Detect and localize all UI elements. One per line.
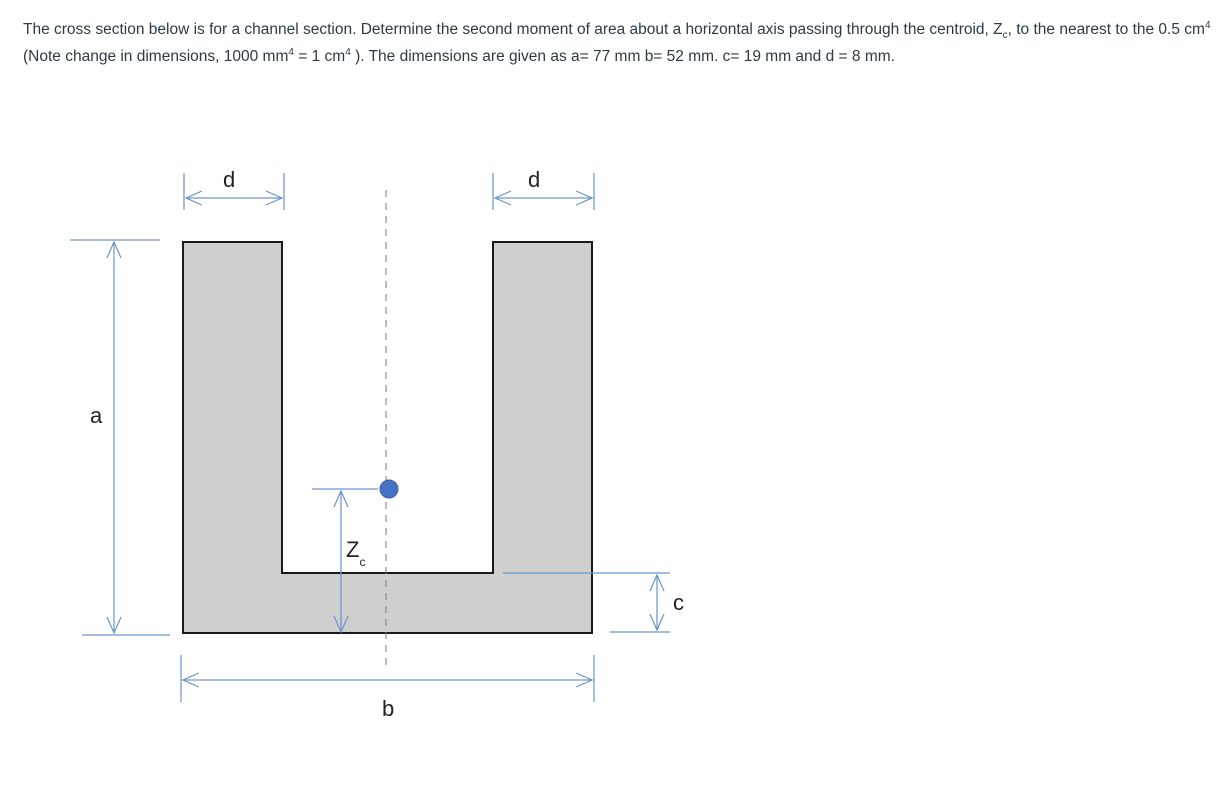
label-c: c	[673, 590, 684, 615]
question-text: The cross section below is for a channel section. Determine the second moment of area about a horizontal axis passing through the centroid, $Z_c$, to the nearest to the 0.5 $cm^4$ (Note change in dimensions, 1000 $mm^4 = 1$ $cm^4$ ). The dimensions are given as a= 77 mm b= 52 mm. c= 19 mm and d = 8 mm.	[23, 19, 1211, 65]
centroid-dot	[380, 480, 398, 498]
channel-cross-section	[183, 242, 592, 633]
dimension-a	[70, 240, 170, 635]
label-b: b	[382, 696, 395, 721]
label-zc: $Z_c$	[346, 537, 366, 569]
dimension-b	[181, 655, 594, 702]
label-d-left: d	[223, 167, 236, 192]
label-a: a	[90, 403, 103, 428]
label-d-right: d	[528, 167, 541, 192]
dimension-d-right	[493, 173, 594, 210]
